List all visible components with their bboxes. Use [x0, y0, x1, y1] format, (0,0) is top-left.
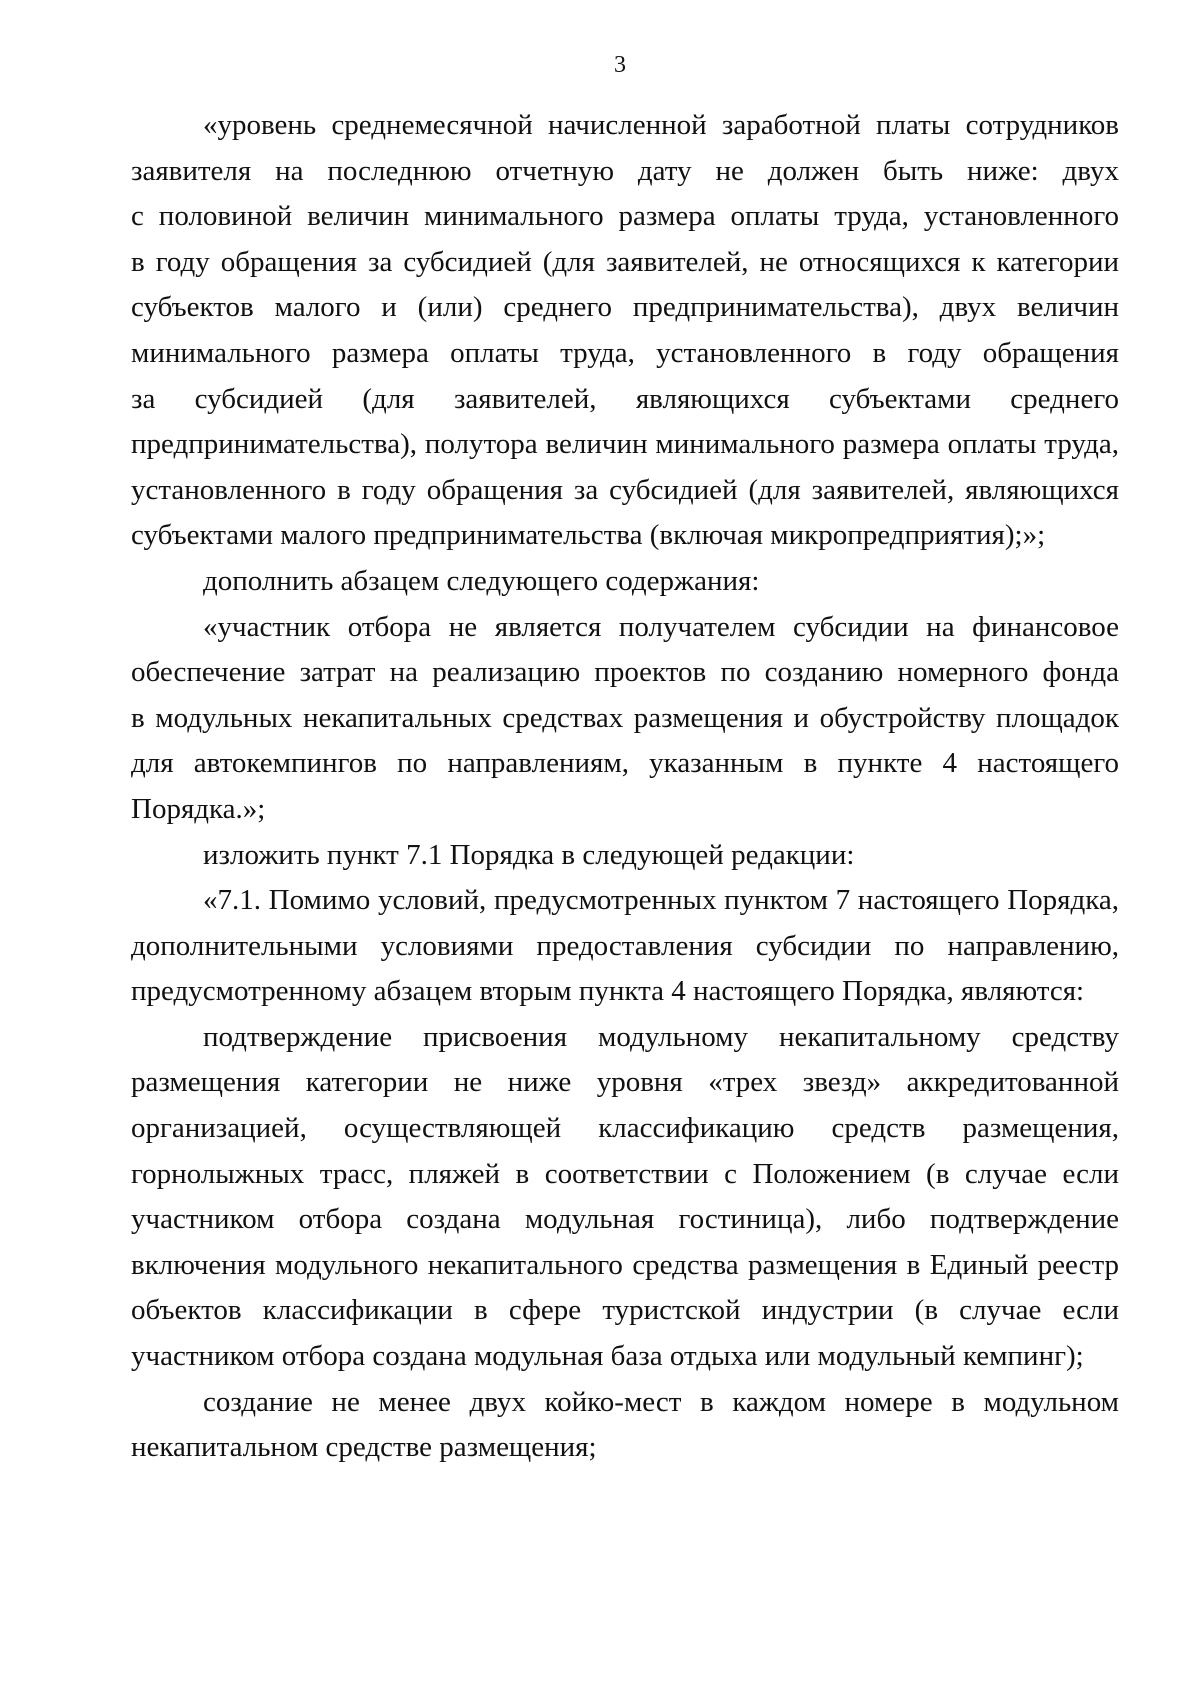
document-body [131, 103, 1119, 1471]
paragraph-line: заявителя на последнюю отчетную дату не должен быть ниже: двух [131, 154, 1119, 187]
paragraph-line: дополнительными условиями предоставления субсидии по направлению, [131, 929, 1119, 962]
paragraph-line: «участник отбора не является получателем субсидии на финансовое [203, 610, 1119, 643]
paragraph-line: участником отбора создана модульная гостиница), либо подтверждение [131, 1203, 1119, 1236]
paragraph-line: для автокемпингов по направлениям, указанным в пункте 4 настоящего [131, 747, 1119, 780]
paragraph-line: установленного в году обращения за субсидией (для заявителей, являющихся [131, 473, 1119, 506]
paragraph-line: предпринимательства), полутора величин минимального размера оплаты труда, [131, 428, 1119, 461]
paragraph-line: за субсидией (для заявителей, являющихся субъектами среднего [131, 382, 1119, 415]
paragraph-line: дополнить абзацем следующего содержания: [203, 564, 760, 597]
paragraph-beds-requirement [131, 1380, 1119, 1471]
paragraph-clause-7-1 [131, 878, 1119, 1015]
paragraph-line: минимального размера оплаты труда, установленного в году обращения [131, 336, 1119, 369]
paragraph-line: изложить пункт 7.1 Порядка в следующей редакции: [203, 838, 855, 871]
page-number: 3 [614, 52, 626, 78]
paragraph-line: участником отбора создана модульная база отдыха или модульный кемпинг); [131, 1340, 1084, 1373]
paragraph-line: с половиной величин минимального размера оплаты труда, установленного [131, 200, 1119, 233]
paragraph-line: «7.1. Помимо условий, предусмотренных пунктом 7 настоящего Порядка, [203, 884, 1119, 917]
paragraph-add-clause [131, 559, 1119, 605]
paragraph-line: включения модульного некапитального средства размещения в Единый реестр [131, 1248, 1119, 1281]
paragraph-salary-requirement [131, 103, 1119, 559]
paragraph-line: подтверждение присвоения модульному некапитальному средству [203, 1020, 1119, 1053]
paragraph-line: создание не менее двух койко-мест в каждом номере в модульном [203, 1385, 1119, 1418]
paragraph-line: некапитальном средстве размещения; [131, 1431, 597, 1464]
paragraph-restate-7-1 [131, 833, 1119, 879]
paragraph-line: субъектами малого предпринимательства (включая микропредприятия);»; [131, 519, 1046, 552]
paragraph-line: объектов классификации в сфере туристской индустрии (в случае если [131, 1294, 1119, 1327]
paragraph-line: «уровень среднемесячной начисленной заработной платы сотрудников [203, 109, 1119, 141]
paragraph-participant-condition [131, 605, 1119, 833]
paragraph-line: субъектов малого и (или) среднего предпринимательства), двух величин [131, 291, 1119, 324]
paragraph-line: организацией, осуществляющей классификацию средств размещения, [131, 1112, 1119, 1145]
paragraph-line: в модульных некапитальных средствах размещения и обустройству площадок [131, 701, 1119, 734]
paragraph-line: предусмотренному абзацем вторым пункта 4 настоящего Порядка, являются: [131, 975, 1085, 1008]
paragraph-line: горнолыжных трасс, пляжей в соответствии с Положением (в случае если [131, 1157, 1119, 1190]
paragraph-line: Порядка.»; [131, 792, 266, 825]
paragraph-category-confirmation [131, 1015, 1119, 1380]
paragraph-line: обеспечение затрат на реализацию проектов по созданию номерного фонда [131, 656, 1119, 689]
paragraph-line: в году обращения за субсидией (для заявителей, не относящихся к категории [131, 245, 1119, 278]
paragraph-line: размещения категории не ниже уровня «трех звезд» аккредитованной [131, 1066, 1119, 1099]
